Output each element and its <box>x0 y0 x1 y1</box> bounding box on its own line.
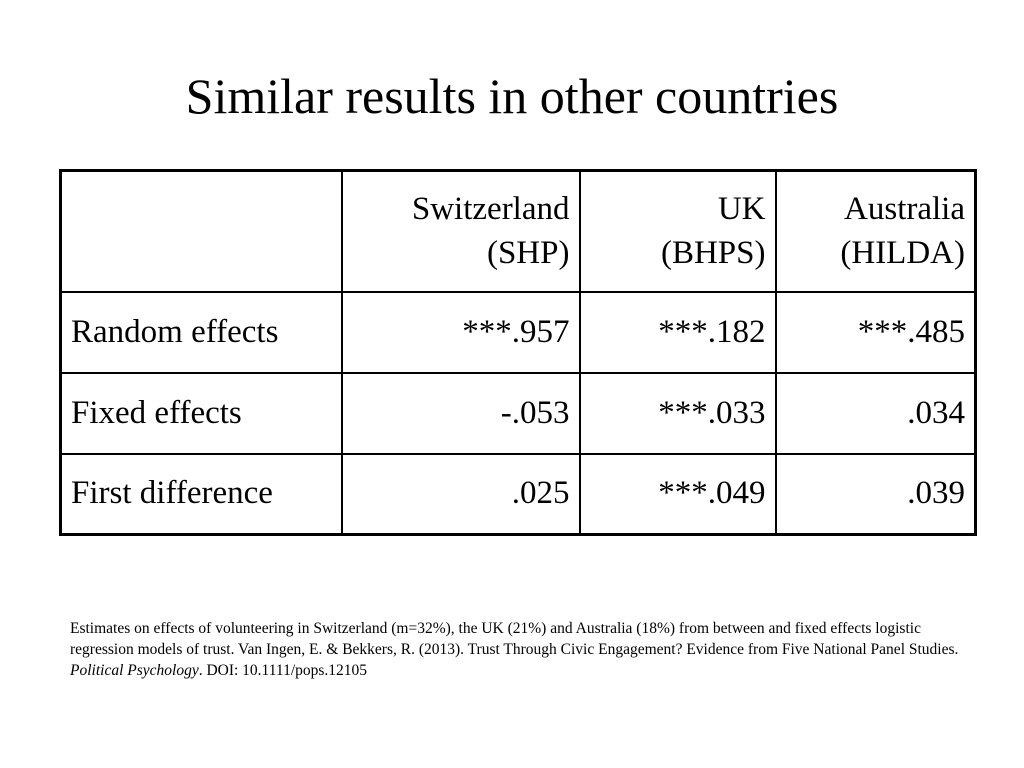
header-dataset: (BHPS) <box>660 235 766 272</box>
cell-value: -.053 <box>342 373 580 454</box>
cell-value: .034 <box>776 373 976 454</box>
cell-value: ***.485 <box>776 292 976 373</box>
table-row-fixed-effects <box>61 373 976 454</box>
table-row-first-difference <box>61 454 976 535</box>
cell-value: ***.049 <box>580 454 776 535</box>
table-header-row <box>61 171 976 292</box>
header-country: UK <box>717 191 766 228</box>
footnote-doi: . DOI: 10.1111/pops.12105 <box>198 662 368 679</box>
header-switzerland <box>342 171 580 292</box>
slide-title: Similar results in other countries <box>185 68 839 124</box>
footnote-journal: Political Psychology <box>70 662 199 679</box>
header-dataset: (SHP) <box>486 235 570 272</box>
row-label: Random effects <box>61 292 342 373</box>
cell-value: ***.182 <box>580 292 776 373</box>
cell-value: .039 <box>776 454 976 535</box>
footnote <box>70 618 970 681</box>
results-table <box>59 169 977 536</box>
cell-value: ***.033 <box>580 373 776 454</box>
header-uk <box>580 171 776 292</box>
cell-value: .025 <box>342 454 580 535</box>
row-label: First difference <box>61 454 342 535</box>
header-empty-cell <box>61 171 342 292</box>
header-country: Australia <box>844 191 965 228</box>
header-australia <box>776 171 976 292</box>
row-label: Fixed effects <box>61 373 342 454</box>
cell-value: ***.957 <box>342 292 580 373</box>
footnote-text: Estimates on effects of volunteering in Switzerland (m=32%), the UK (21%) and Australia (18%) from between and fixed effects logistic regression models of trust. Van Ingen, E. & Bekkers, R. (2013). Trust Through Civic Engagement? Evidence from Five National Panel Studies. <box>70 620 959 658</box>
header-dataset: (HILDA) <box>840 235 965 272</box>
table-row-random-effects <box>61 292 976 373</box>
header-country: Switzerland <box>411 191 570 228</box>
